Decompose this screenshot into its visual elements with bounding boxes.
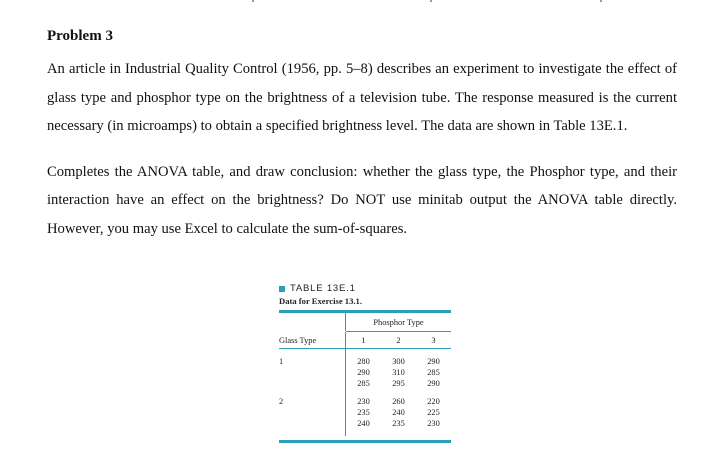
table-cell: 230	[427, 419, 440, 428]
column-header: 3	[431, 335, 436, 345]
table-cell: 280	[346, 356, 382, 367]
table-bottom-rule	[279, 440, 451, 443]
table-cell: 235	[346, 407, 382, 418]
table-row	[279, 407, 451, 418]
table-cell: 260	[392, 397, 405, 406]
table-row	[279, 367, 451, 378]
problem-document	[47, 28, 677, 244]
table-cell: 240	[392, 408, 405, 417]
table-row	[279, 356, 451, 367]
square-bullet-icon	[279, 286, 285, 292]
table-cell: 285	[346, 378, 382, 389]
table-cell: 240	[346, 418, 382, 429]
glass-type-cell: 2	[279, 397, 284, 406]
table-caption: Data for Exercise 13.1.	[279, 296, 362, 306]
column-header: 1	[346, 332, 382, 348]
table-cell: 230	[346, 396, 382, 407]
table-cell: 220	[427, 397, 440, 406]
phosphor-type-header: Phosphor Type	[346, 313, 452, 331]
edge-mark	[600, 0, 602, 2]
table-cell: 290	[346, 367, 382, 378]
problem-description: An article in Industrial Quality Control (1956, pp. 5–8) describes an experiment to investigate the effect of glass type and phosphor type on the brightness of a television tube. The response measured is the current necessary (in microamps) to obtain a specified brightness level. The data are shown in Table 13E.1.	[47, 61, 677, 135]
table-row	[279, 396, 451, 407]
table-cell: 285	[427, 368, 440, 377]
table-cell: 295	[392, 379, 405, 388]
problem-instructions: Completes the ANOVA table, and draw conclusion: whether the glass type, the Phosphor type, and their interaction have an effect on the brightness? Do NOT use minitab output the ANOVA table directly. However, you may use Excel to calculate the sum-of-squares.	[47, 163, 677, 237]
table-cell: 290	[427, 357, 440, 366]
column-header: 2	[396, 335, 401, 345]
table-cell: 225	[427, 408, 440, 417]
table-cell: 235	[392, 419, 405, 428]
table-row	[279, 378, 451, 389]
table-cell: 290	[427, 379, 440, 388]
table-label	[279, 283, 451, 294]
data-table-block	[279, 283, 451, 443]
top-edge-marks	[0, 0, 726, 6]
table-cell: 310	[392, 368, 405, 377]
data-table	[279, 313, 451, 436]
glass-type-header: Glass Type	[279, 335, 317, 345]
table-row	[279, 418, 451, 429]
table-cell: 300	[392, 357, 405, 366]
problem-title: Problem 3	[47, 28, 113, 44]
table-label-text: TABLE 13E.1	[290, 283, 356, 294]
glass-type-cell: 1	[279, 357, 284, 366]
edge-mark	[252, 0, 254, 2]
edge-mark	[430, 0, 432, 2]
